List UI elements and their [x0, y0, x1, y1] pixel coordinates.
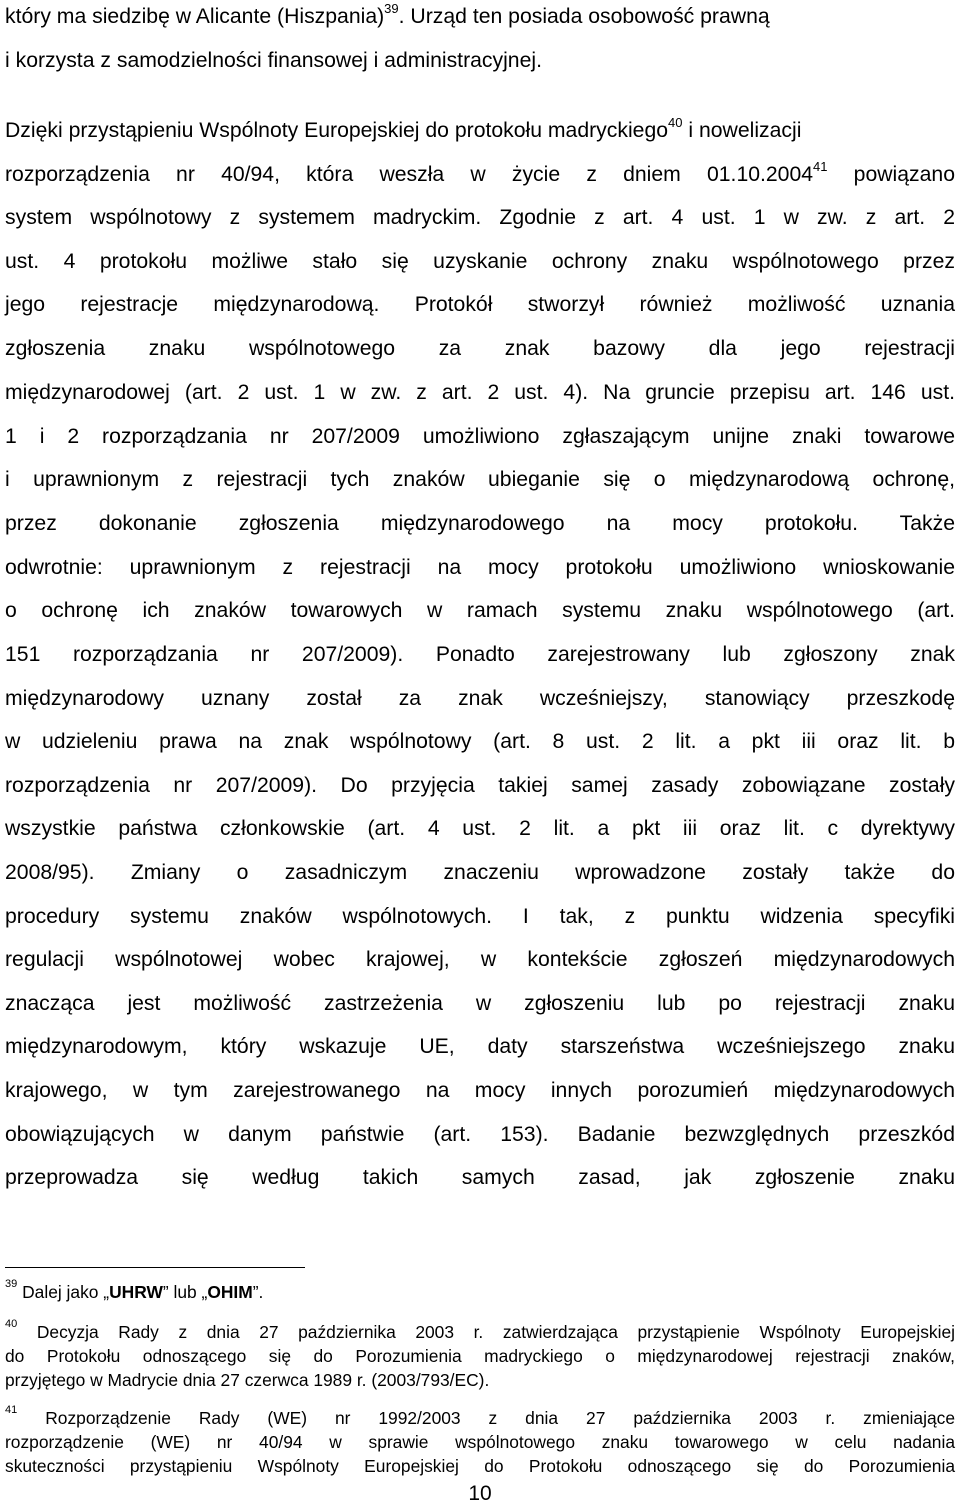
- body-line: rozporządzenia nr 207/2009). Do przyjęcia takiej samej zasady zobowiązane zostały: [5, 774, 955, 797]
- body-line: rozporządzenia nr 40/94, która weszła w życie z dniem 01.10.2004$^{41}$ powiązano: [5, 158, 955, 186]
- body-line: międzynarodowym, który wskazuje UE, daty starszeństwa wcześniejszego znaku: [5, 1035, 955, 1058]
- footnote-bold-term: OHIM: [207, 1282, 253, 1302]
- body-line: system wspólnotowy z systemem madryckim. Zgodnie z art. 4 ust. 1 w zw. z art. 2: [5, 206, 955, 229]
- body-line: znacząca jest możliwość zastrzeżenia w zgłoszeniu lub po rejestracji znaku: [5, 992, 955, 1015]
- footnote-number: 40: [5, 1318, 18, 1331]
- body-line: przeprowadza się według takich samych zasad, jak zgłoszenie znaku: [5, 1166, 955, 1189]
- body-line: jego rejestracje międzynarodową. Protokół stworzył również możliwość uznania: [5, 293, 955, 316]
- footnote-bold-term: UHRW: [109, 1282, 163, 1302]
- footnote-41-line: $^{41}$ Rozporządzenie Rady (WE) nr 1992/2003 z dnia 27 października 2003 r. zmieniające: [5, 1404, 955, 1428]
- footnote-number: 39: [5, 1278, 18, 1291]
- footnote-41-line: skuteczności przystąpieniu Wspólnoty Europejskiej do Protokołu odnoszącego się do Porozumienia: [5, 1456, 955, 1476]
- body-line: ust. 4 protokołu możliwe stało się uzyskanie ochrony znaku wspólnotowego przez: [5, 250, 955, 273]
- body-line: obowiązujących w danym państwie (art. 153). Badanie bezwzględnych przeszkód: [5, 1123, 955, 1146]
- body-line: krajowego, w tym zarejestrowanego na mocy innych porozumień międzynarodowych: [5, 1079, 955, 1102]
- body-line: o ochronę ich znaków towarowych w ramach systemu znaku wspólnotowego (art.: [5, 599, 955, 622]
- body-line: w udzieleniu prawa na znak wspólnotowy (art. 8 ust. 2 lit. a pkt iii oraz lit. b: [5, 730, 955, 753]
- body-line: Dzięki przystąpieniu Wspólnoty Europejskiej do protokołu madryckiego$^{40}$ i nowelizacji: [5, 114, 802, 142]
- body-line: i uprawnionym z rejestracji tych znaków ubieganie się o międzynarodową ochronę,: [5, 468, 955, 491]
- footnote-41-line: rozporządzenie (WE) nr 40/94 w sprawie wspólnotowego znaku towarowego w celu nadania: [5, 1432, 955, 1452]
- body-line: który ma siedzibę w Alicante (Hiszpania)$^{39}$. Urząd ten posiada osobowość prawną: [5, 0, 770, 28]
- body-line: zgłoszenia znaku wspólnotowego za znak bazowy dla jego rejestracji: [5, 337, 955, 360]
- body-line: 151 rozporządzania nr 207/2009). Ponadto zarejestrowany lub zgłoszony znak: [5, 643, 955, 666]
- footnote-ref[interactable]: 41: [813, 158, 828, 174]
- footnote-ref[interactable]: 39: [384, 0, 399, 16]
- footnote-39: $^{39}$ Dalej jako „UHRW” lub „OHIM”.: [5, 1278, 264, 1302]
- body-line: 2008/95). Zmiany o zasadniczym znaczeniu wprowadzone zostały także do: [5, 861, 955, 884]
- body-line: międzynarodowy uznany został za znak wcześniejszy, stanowiący przeszkodę: [5, 687, 955, 710]
- footnote-40-line: $^{40}$ Decyzja Rady z dnia 27 października 2003 r. zatwierdzająca przystąpienie Wspólnoty Europejskiej: [5, 1318, 955, 1342]
- page-number: 10: [468, 1482, 492, 1505]
- footnote-number: 41: [5, 1404, 18, 1417]
- body-line: wszystkie państwa członkowskie (art. 4 ust. 2 lit. a pkt iii oraz lit. c dyrektywy: [5, 817, 955, 840]
- footnote-ref[interactable]: 40: [668, 114, 683, 130]
- body-line: odwrotnie: uprawnionym z rejestracji na mocy protokołu umożliwiono wnioskowanie: [5, 556, 955, 579]
- body-line: przez dokonanie zgłoszenia międzynarodowego na mocy protokołu. Także: [5, 512, 955, 535]
- footnote-40-line: do Protokołu odnoszącego się do Porozumienia madryckiego o międzynarodowej rejestracji znaków,: [5, 1346, 955, 1366]
- body-line: procedury systemu znaków wspólnotowych. I tak, z punktu widzenia specyfiki: [5, 905, 955, 928]
- footnote-separator: [5, 1267, 305, 1268]
- body-line: i korzysta z samodzielności finansowej i administracyjnej.: [5, 49, 542, 72]
- body-line: międzynarodowej (art. 2 ust. 1 w zw. z art. 2 ust. 4). Na gruncie przepisu art. 146 ust.: [5, 381, 955, 404]
- footnote-40-line: przyjętego w Madrycie dnia 27 czerwca 1989 r. (2003/793/EC).: [5, 1370, 490, 1390]
- body-line: regulacji wspólnotowej wobec krajowej, w kontekście zgłoszeń międzynarodowych: [5, 948, 955, 971]
- body-line: 1 i 2 rozporządzania nr 207/2009 umożliwiono zgłaszającym unijne znaki towarowe: [5, 425, 955, 448]
